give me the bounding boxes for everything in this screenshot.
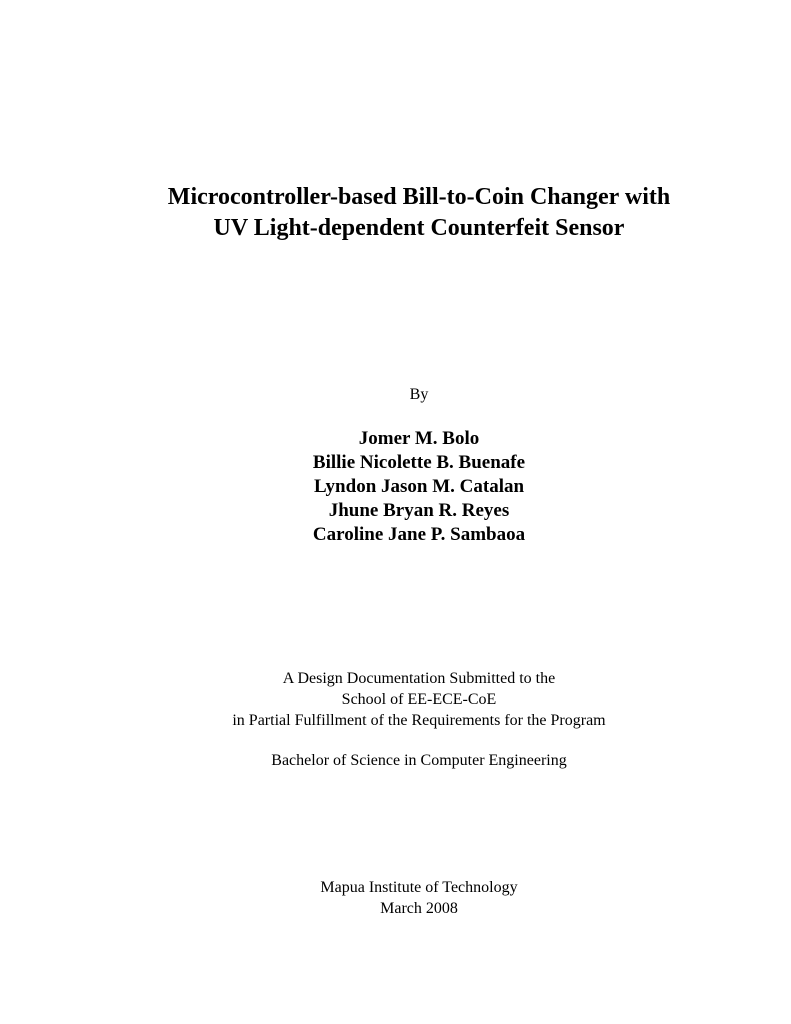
by-label: By	[409, 386, 429, 403]
submission-line-2: School of EE-ECE-CoE	[341, 691, 497, 708]
author-5: Caroline Jane P. Sambaoa	[312, 524, 526, 545]
author-1: Jomer M. Bolo	[358, 428, 480, 449]
institution-name: Mapua Institute of Technology	[320, 879, 518, 896]
submission-date: March 2008	[380, 900, 458, 917]
document-title-line-1: Microcontroller-based Bill-to-Coin Changer with	[167, 184, 671, 210]
submission-line-1: A Design Documentation Submitted to the	[282, 670, 556, 687]
author-2: Billie Nicolette B. Buenafe	[312, 452, 526, 473]
degree-program: Bachelor of Science in Computer Engineering	[271, 752, 567, 769]
author-4: Jhune Bryan R. Reyes	[328, 500, 510, 521]
submission-line-3: in Partial Fulfillment of the Requirements for the Program	[232, 712, 606, 729]
author-3: Lyndon Jason M. Catalan	[313, 476, 525, 497]
document-title-line-2: UV Light-dependent Counterfeit Sensor	[213, 215, 625, 241]
